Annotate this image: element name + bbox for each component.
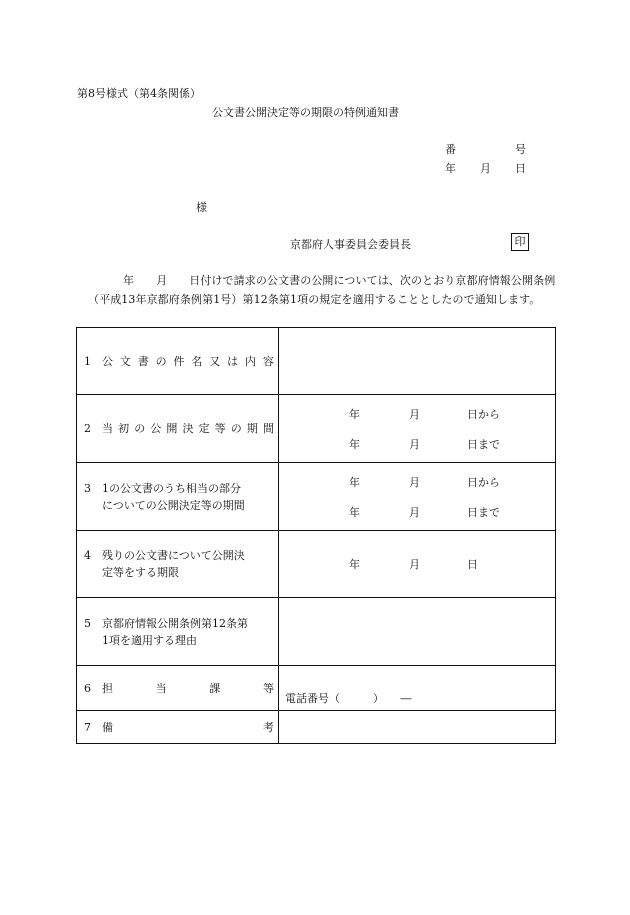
table-row <box>77 598 556 666</box>
row-7-label-text: 備 考 <box>102 720 274 734</box>
date-month-label: 月 <box>480 162 491 175</box>
row-1-label-text: 公 文 書 の 件 名 又 は 内 容 <box>102 354 274 368</box>
row-4-label: 4 残りの公文書について公開決 定等をする期限 <box>77 531 279 598</box>
number-label-ban: 番 <box>445 143 456 156</box>
body-year: 年 <box>123 274 135 287</box>
phone-number-field: 電話番号（ ） ― <box>285 692 412 705</box>
row-7-value[interactable] <box>279 711 556 744</box>
body-paragraph <box>88 271 558 309</box>
table-row <box>77 395 556 463</box>
row-2-label: 2 当 初 の 公 開 決 定 等 の 期 間 <box>77 395 279 463</box>
date-line-to: 年 月 日まで <box>349 505 500 519</box>
table-row <box>77 711 556 744</box>
number-label-go: 号 <box>515 143 526 156</box>
row-2-value[interactable] <box>279 395 556 463</box>
date-line-from: 年 月 日から <box>349 407 500 421</box>
body-rest: 日付けで請求の公文書の公開については、次のとおり京都府情報公開条例（平成13年京都府条例第1号）第12条第1項の規定を適用することとしたので通知します。 <box>88 274 556 306</box>
row-2-label-text: 当 初 の 公 開 決 定 等 の 期 間 <box>102 422 274 435</box>
table-row <box>77 666 556 711</box>
info-table <box>76 327 556 744</box>
row-5-value[interactable] <box>279 598 556 666</box>
row-5-label: 5 京都府情報公開条例第12条第 1項を適用する理由 <box>77 598 279 666</box>
table-row <box>77 531 556 598</box>
date-line-to: 年 月 日まで <box>349 437 500 451</box>
row-1-value[interactable] <box>279 328 556 395</box>
row-1-label: 1 公 文 書 の 件 名 又 は 内 容 <box>77 328 279 395</box>
date-line-from: 年 月 日から <box>349 475 500 489</box>
form-number: 第8号様式（第4条関係） <box>77 87 201 100</box>
date-day-label: 日 <box>515 162 526 175</box>
addressee-suffix: 様 <box>196 201 207 214</box>
row-3-label-text: 1の公文書のうち相当の部分 についての公開決定等の期間 <box>102 481 245 512</box>
body-month: 月 <box>156 274 168 287</box>
row-6-value[interactable] <box>279 666 556 711</box>
row-3-label: 3 1の公文書のうち相当の部分 についての公開決定等の期間 <box>77 463 279 531</box>
sender-name: 京都府人事委員会委員長 <box>290 238 411 251</box>
row-3-value[interactable] <box>279 463 556 531</box>
date-year-label: 年 <box>445 162 456 175</box>
seal-box: 印 <box>511 233 529 251</box>
row-6-label: 6 担 当 課 等 <box>77 666 279 711</box>
row-5-label-text: 京都府情報公開条例第12条第 1項を適用する理由 <box>102 616 248 647</box>
document-title: 公文書公開決定等の期限の特例通知書 <box>212 106 399 119</box>
table-row <box>77 328 556 395</box>
row-6-label-text: 担 当 課 等 <box>102 681 274 695</box>
date-line-deadline: 年 月 日 <box>349 558 478 571</box>
row-7-label: 7 備 考 <box>77 711 279 744</box>
row-4-label-text: 残りの公文書について公開決 定等をする期限 <box>102 549 245 579</box>
table-row <box>77 463 556 531</box>
row-4-value[interactable] <box>279 531 556 598</box>
